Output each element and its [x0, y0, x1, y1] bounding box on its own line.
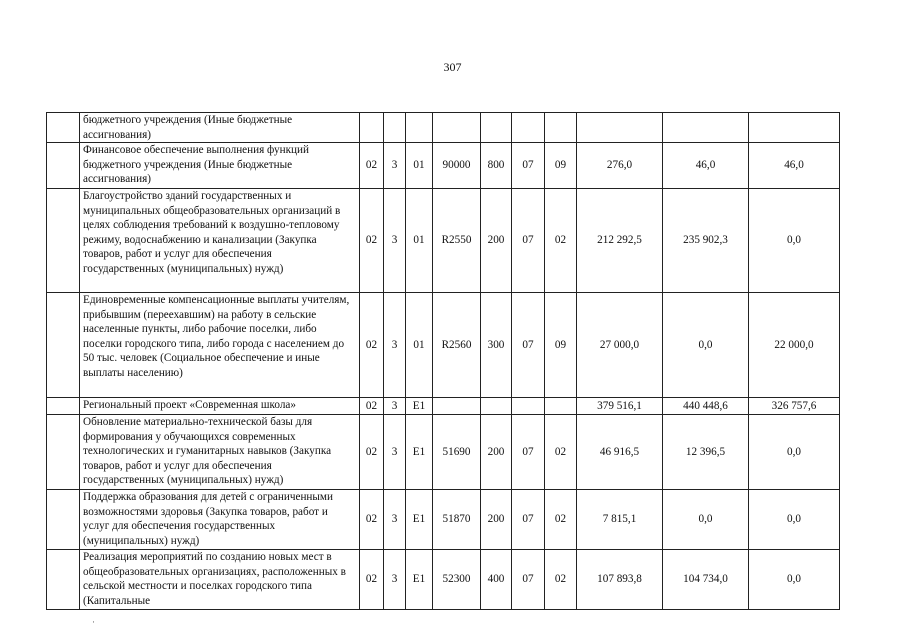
blank-cell: [47, 293, 80, 398]
blank-cell: [47, 189, 80, 293]
code-cell: 07: [512, 415, 545, 490]
amount-cell: 46 916,5: [577, 415, 663, 490]
amount-cell: 46,0: [663, 143, 749, 189]
description-cell: Реализация мероприятий по созданию новых мест в общеобразовательных организациях, расположенных в сельской местности и поселках городского типа (Капитальные: [80, 550, 360, 610]
amount-cell: 235 902,3: [663, 189, 749, 293]
code-cell: 07: [512, 189, 545, 293]
description-cell: Единовременные компенсационные выплаты учителям, прибывшим (переехавшим) на работу в сельские населенные пункты, либо рабочие поселки, либо поселки городского типа, либо города с населением до 50 тыс. человек (Социальное обеспечение и иные выплаты населению): [80, 293, 360, 398]
description-cell: Обновление материально-технической базы для формирования у обучающихся современных технологических и гуманитарных навыков (Закупка товаров, работ и услуг для обеспечения государственных (муниципальных) нужд): [80, 415, 360, 490]
code-cell: [545, 113, 577, 143]
code-cell: 02: [360, 398, 384, 415]
amount-cell: 0,0: [663, 490, 749, 550]
amount-cell: 7 815,1: [577, 490, 663, 550]
description-cell: Финансовое обеспечение выполнения функций бюджетного учреждения (Иные бюджетные ассигнования): [80, 143, 360, 189]
code-cell: 02: [545, 189, 577, 293]
amount-cell: 12 396,5: [663, 415, 749, 490]
blank-cell: [47, 550, 80, 610]
code-cell: 07: [512, 293, 545, 398]
code-cell: 09: [545, 143, 577, 189]
code-cell: 07: [512, 490, 545, 550]
amount-cell: 0,0: [749, 189, 840, 293]
code-cell: 300: [481, 293, 512, 398]
code-cell: 02: [360, 415, 384, 490]
code-cell: 07: [512, 550, 545, 610]
code-cell: 02: [360, 189, 384, 293]
code-cell: 90000: [433, 143, 481, 189]
code-cell: 02: [360, 550, 384, 610]
code-cell: 3: [384, 415, 406, 490]
code-cell: E1: [406, 490, 433, 550]
code-cell: 02: [545, 490, 577, 550]
scan-speck: ·: [92, 617, 95, 627]
code-cell: 800: [481, 143, 512, 189]
table-row: [47, 113, 840, 143]
code-cell: 02: [545, 415, 577, 490]
code-cell: E1: [406, 415, 433, 490]
amount-cell: 22 000,0: [749, 293, 840, 398]
description-cell: бюджетного учреждения (Иные бюджетные ассигнования): [80, 113, 360, 143]
code-cell: [360, 113, 384, 143]
amount-cell: 0,0: [663, 293, 749, 398]
amount-cell: 276,0: [577, 143, 663, 189]
code-cell: E1: [406, 398, 433, 415]
table-row: [47, 293, 840, 398]
amount-cell: 107 893,8: [577, 550, 663, 610]
table-row: [47, 550, 840, 610]
table-row: [47, 490, 840, 550]
amount-cell: 379 516,1: [577, 398, 663, 415]
code-cell: E1: [406, 550, 433, 610]
table-row: [47, 415, 840, 490]
code-cell: [433, 398, 481, 415]
code-cell: [545, 398, 577, 415]
amount-cell: 326 757,6: [749, 398, 840, 415]
code-cell: 3: [384, 189, 406, 293]
budget-table: [46, 112, 840, 610]
code-cell: 200: [481, 189, 512, 293]
blank-cell: [47, 398, 80, 415]
table-row: [47, 398, 840, 415]
description-cell: Поддержка образования для детей с ограниченными возможностями здоровья (Закупка товаров, работ и услуг для обеспечения государственных (муниципальных) нужд): [80, 490, 360, 550]
code-cell: 02: [545, 550, 577, 610]
code-cell: [512, 398, 545, 415]
code-cell: 01: [406, 189, 433, 293]
amount-cell: 0,0: [749, 415, 840, 490]
code-cell: [384, 113, 406, 143]
description-cell: Региональный проект «Современная школа»: [80, 398, 360, 415]
amount-cell: 27 000,0: [577, 293, 663, 398]
description-cell: Благоустройство зданий государственных и муниципальных общеобразовательных организаций в целях соблюдения требований к воздушно-тепловому режиму, водоснабжению и канализации (Закупка товаров, работ и услуг для обеспечения государственных (муниципальных) нужд): [80, 189, 360, 293]
code-cell: 3: [384, 293, 406, 398]
code-cell: 07: [512, 143, 545, 189]
code-cell: [406, 113, 433, 143]
table-row: [47, 189, 840, 293]
amount-cell: 104 734,0: [663, 550, 749, 610]
blank-cell: [47, 113, 80, 143]
code-cell: R2560: [433, 293, 481, 398]
code-cell: [481, 398, 512, 415]
code-cell: 3: [384, 490, 406, 550]
blank-cell: [47, 143, 80, 189]
code-cell: R2550: [433, 189, 481, 293]
code-cell: 400: [481, 550, 512, 610]
code-cell: 02: [360, 490, 384, 550]
amount-cell: 0,0: [749, 550, 840, 610]
code-cell: 52300: [433, 550, 481, 610]
code-cell: 01: [406, 293, 433, 398]
code-cell: 3: [384, 398, 406, 415]
amount-cell: [577, 113, 663, 143]
blank-cell: [47, 415, 80, 490]
code-cell: 51870: [433, 490, 481, 550]
code-cell: [433, 113, 481, 143]
code-cell: [512, 113, 545, 143]
code-cell: 3: [384, 550, 406, 610]
code-cell: 02: [360, 293, 384, 398]
code-cell: 01: [406, 143, 433, 189]
code-cell: 200: [481, 490, 512, 550]
amount-cell: [663, 113, 749, 143]
amount-cell: 0,0: [749, 490, 840, 550]
amount-cell: 212 292,5: [577, 189, 663, 293]
amount-cell: [749, 113, 840, 143]
code-cell: 09: [545, 293, 577, 398]
amount-cell: 440 448,6: [663, 398, 749, 415]
code-cell: 02: [360, 143, 384, 189]
code-cell: 200: [481, 415, 512, 490]
code-cell: [481, 113, 512, 143]
page-number: 307: [443, 60, 462, 74]
blank-cell: [47, 490, 80, 550]
amount-cell: 46,0: [749, 143, 840, 189]
code-cell: 51690: [433, 415, 481, 490]
table-row: [47, 143, 840, 189]
code-cell: 3: [384, 143, 406, 189]
